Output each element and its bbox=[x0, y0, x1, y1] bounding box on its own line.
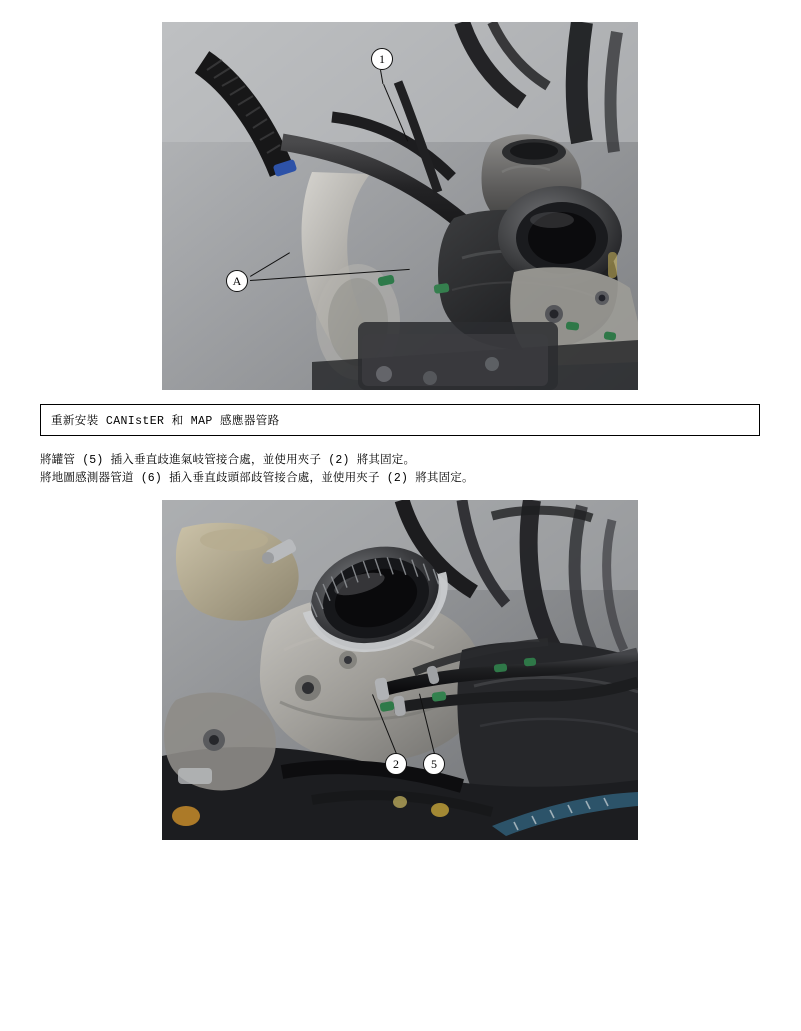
figure-bottom-image bbox=[162, 500, 638, 840]
figure-bottom bbox=[162, 500, 638, 840]
body-line-2: 將地圖感測器管道 (6) 插入垂直歧頭部歧管接合處，並使用夾子 (2) 將其固定。 bbox=[40, 472, 474, 485]
callout-A: A bbox=[226, 270, 248, 292]
section-heading-box bbox=[40, 404, 760, 436]
figure-top-image bbox=[162, 22, 638, 390]
body-line-1: 將罐管 (5) 插入垂直歧進氣岐管接合處，並使用夾子 (2) 將其固定。 bbox=[40, 454, 416, 467]
callout-1: 1 bbox=[371, 48, 393, 70]
body-paragraph bbox=[40, 452, 770, 488]
section-heading-label: 重新安裝 CANIstER 和 MAP 感應器管路 bbox=[51, 415, 280, 428]
figure-top bbox=[162, 22, 638, 390]
callout-2: 2 bbox=[385, 753, 407, 775]
callout-5: 5 bbox=[423, 753, 445, 775]
